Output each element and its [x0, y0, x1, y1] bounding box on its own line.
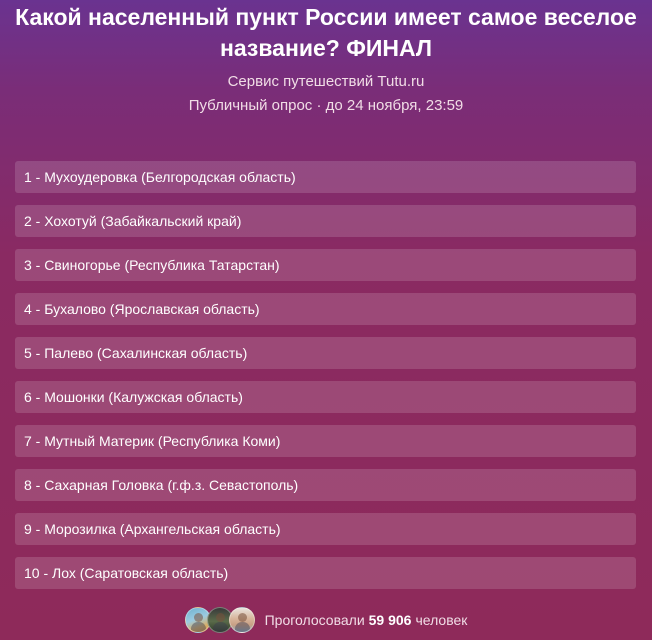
avatar-head-shape — [194, 613, 203, 622]
avatar-body-shape — [235, 622, 250, 633]
voted-suffix: человек — [415, 612, 468, 628]
avatar-head-shape — [238, 613, 247, 622]
poll-option-10[interactable] — [15, 557, 636, 589]
poll-author[interactable]: Сервис путешествий Tutu.ru — [227, 73, 425, 90]
poll-option-label: 9 - Морозилка (Архангельская область) — [24, 521, 281, 537]
poll-option-label: 10 - Лох (Саратовская область) — [24, 565, 229, 581]
poll-footer — [0, 604, 652, 636]
poll-option-label: 3 - Свиногорье (Республика Татарстан) — [24, 257, 280, 273]
avatar-body-shape — [213, 622, 228, 633]
poll-option-8[interactable] — [15, 469, 636, 501]
poll-option-label: 6 - Мошонки (Калужская область) — [24, 389, 243, 405]
poll-option-label: 5 - Палево (Сахалинская область) — [24, 345, 248, 361]
poll-options — [15, 161, 636, 589]
poll-option-7[interactable] — [15, 425, 636, 457]
poll-option-label: 2 - Хохотуй (Забайкальский край) — [24, 213, 242, 229]
poll-option-9[interactable] — [15, 513, 636, 545]
poll-option-5[interactable] — [15, 337, 636, 369]
avatar-body-shape — [191, 622, 206, 633]
poll-option-label: 1 - Мухоудеровка (Белгородская область) — [24, 169, 296, 185]
poll-title — [0, 2, 652, 64]
voter-avatar[interactable] — [229, 607, 255, 633]
poll-option-4[interactable] — [15, 293, 636, 325]
poll-option-label: 4 - Бухалово (Ярославская область) — [24, 301, 260, 317]
poll-option-2[interactable] — [15, 205, 636, 237]
poll-option-3[interactable] — [15, 249, 636, 281]
poll-option-label: 8 - Сахарная Головка (г.ф.з. Севастополь) — [24, 477, 299, 493]
poll-title-line-1: Какой населенный пункт России имеет самое веселое — [15, 4, 637, 30]
voted-count: 59 906 — [368, 612, 412, 628]
poll-meta: Публичный опрос · до 24 ноября, 23:59 — [188, 97, 464, 114]
poll-option-1[interactable] — [15, 161, 636, 193]
poll-title-line-2: название? ФИНАЛ — [219, 35, 433, 61]
voter-avatars[interactable] — [185, 607, 255, 633]
poll-option-label: 7 - Мутный Материк (Республика Коми) — [24, 433, 281, 449]
poll-subtitle — [0, 70, 652, 118]
voted-prefix: Проголосовали — [264, 612, 365, 628]
avatar-head-shape — [216, 613, 225, 622]
poll-option-6[interactable] — [15, 381, 636, 413]
